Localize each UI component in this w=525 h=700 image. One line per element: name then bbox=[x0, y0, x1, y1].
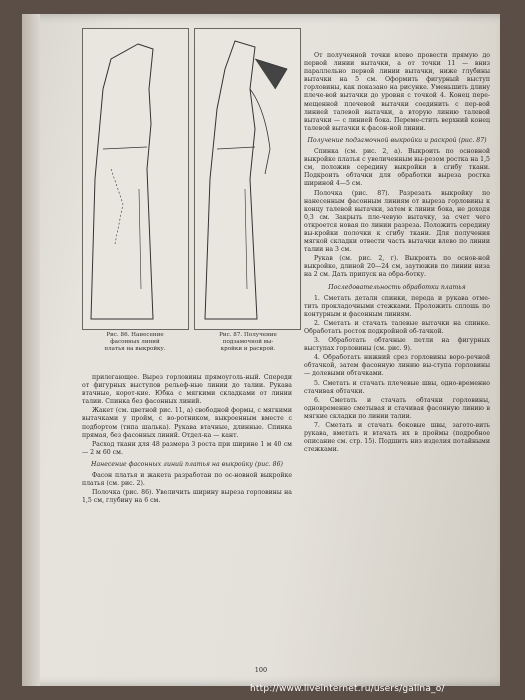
left-column bbox=[82, 374, 292, 506]
figure-86 bbox=[82, 28, 189, 330]
step-3: 3. Обработать обтачные петли на фигурных выступах горловины (см. рис. 9). bbox=[304, 337, 490, 353]
step-1: 1. Сметать детали спинки, переда и рукава отме-тить прокладочными стежками. Проложить сплошь по контурным и фасонным линиям. bbox=[304, 294, 490, 318]
page-binding bbox=[22, 14, 40, 686]
left-section-heading: Нанесение фасонных линий платья на выкройку (рис. 86) bbox=[91, 460, 283, 468]
right-paragraph-1: От полученной точки влево провести прямую до первой линии вытачки, а от точки 11 — вниз параллельно первой линии вытачки, ниже глубины вытачки на 5 см. Оформить фигурный выступ горловины, как показано на рисунке. Уменьшить длину плече-вой вытачки до уровня с точкой 4. Конец пере-мещенной плечевой вытачки соединить с пер-вой линией талевой вытачки, а вторую линию талевой вытачки — с линией бока. Переме-стить верхний конец талевой вытачки к фасон-ной линии. bbox=[304, 52, 490, 132]
figure-87-caption: Рис. 87. Получение подзамочной вы- кройки и раскрой. bbox=[219, 332, 277, 352]
step-6: 6. Сметать и стачать обтачки горловины, одновременно сметывая и стачивая фасонную линию в мягкие складки по линии талии. bbox=[304, 396, 490, 420]
left-paragraph-5: Полочка (рис. 86). Увеличить ширину выреза горловины на 1,5 см, глубину на 6 см. bbox=[82, 489, 292, 505]
figure-86-caption: Рис. 86. Нанесение фасонных линий платья на выкройку. bbox=[104, 332, 166, 352]
step-2: 2. Сметать и стачать талевые вытачки на спинке. Обработать росток подкройной об-тачкой. bbox=[304, 319, 490, 335]
left-paragraph-2: Жакет (см. цветной рис. 11, а) свободной формы, с мягкими вытачками у пройм, с во-ротником, выкроенным вместе с подбортом (типа шалька). Рукава втачные, длинные. Спинка прямая, без фасонных линий. Отдел-ка — кант. bbox=[82, 407, 292, 439]
right-paragraph-3: Полочка (рис. 87). Разрезать выкройку по нанесенным фасонным линиям от выреза горловины к концу талевой вытачки, затем к линии бока, не доходя 0,3 см. Закрыть пле-чевую вытачку, за счет чего откроется новая по линии разреза. Положить середину вы-кройки полочки к сгибу ткани. Для получения мягкой складки отвести часть вытачки влево по линии талии на 3 см. bbox=[304, 189, 490, 254]
step-5: 5. Сметать и стачать плечевые швы, одно-временно стачивая обтачки. bbox=[304, 379, 490, 395]
step-7: 7. Сметать и стачать боковые швы, загото-вить рукава, вметать и втачать их в проймы (подробное описание см. стр. 15). Подшить низ изделия потайными стежками. bbox=[304, 422, 490, 454]
left-paragraph-4: Фасон платья и жакета разработан по ос-новной выкройке платья (см. рис. 2). bbox=[82, 472, 292, 488]
figure-87 bbox=[194, 28, 301, 330]
right-section-heading-2: Последовательность обработки платья bbox=[328, 283, 466, 291]
right-section-heading-1: Получение подзамочной выкройки и раскрой (рис. 87) bbox=[307, 136, 487, 144]
left-paragraph-3: Расход ткани для 48 размера 3 роста при ширине 1 м 40 см — 2 м 60 см. bbox=[82, 440, 292, 456]
watermark-url: http://www.liveinternet.ru/users/galina_o/ bbox=[250, 684, 445, 694]
pattern-drawing-86 bbox=[83, 29, 188, 329]
step-4: 4. Обработать нижний срез горловины воро-речной обтачкой, затем фасонную линию вы-ступа горловины — долевыми обтачками. bbox=[304, 354, 490, 378]
pattern-drawing-87 bbox=[195, 29, 300, 329]
book-page bbox=[22, 14, 500, 686]
left-paragraph-1: прилегающее. Вырез горловины прямоуголь-ный. Спереди от фигурных выступов рельеф-ные линии до талии. Рукава втачные, корот-кие. Юбка с мягкими складками от линии талии. Спинка без фасонных линий. bbox=[82, 374, 292, 406]
right-column bbox=[304, 52, 490, 455]
page-number: 100 bbox=[254, 666, 268, 674]
right-paragraph-2: Спинка (см. рис. 2, а). Выкроить по основной выкройке платья с увеличенным вы-резом ростка на 1,5 см, положив середину выкройки в сгибу ткани. Подкроить обтачки для обработки выреза ростка шириной 4—5 см. bbox=[304, 148, 490, 188]
right-paragraph-4: Рукав (см. рис. 2, г). Выкроить по основ-ной выкройке, длиной 20—24 см, заутюжив по линии низа на 2 см. Дать припуск на обра-ботку. bbox=[304, 255, 490, 279]
